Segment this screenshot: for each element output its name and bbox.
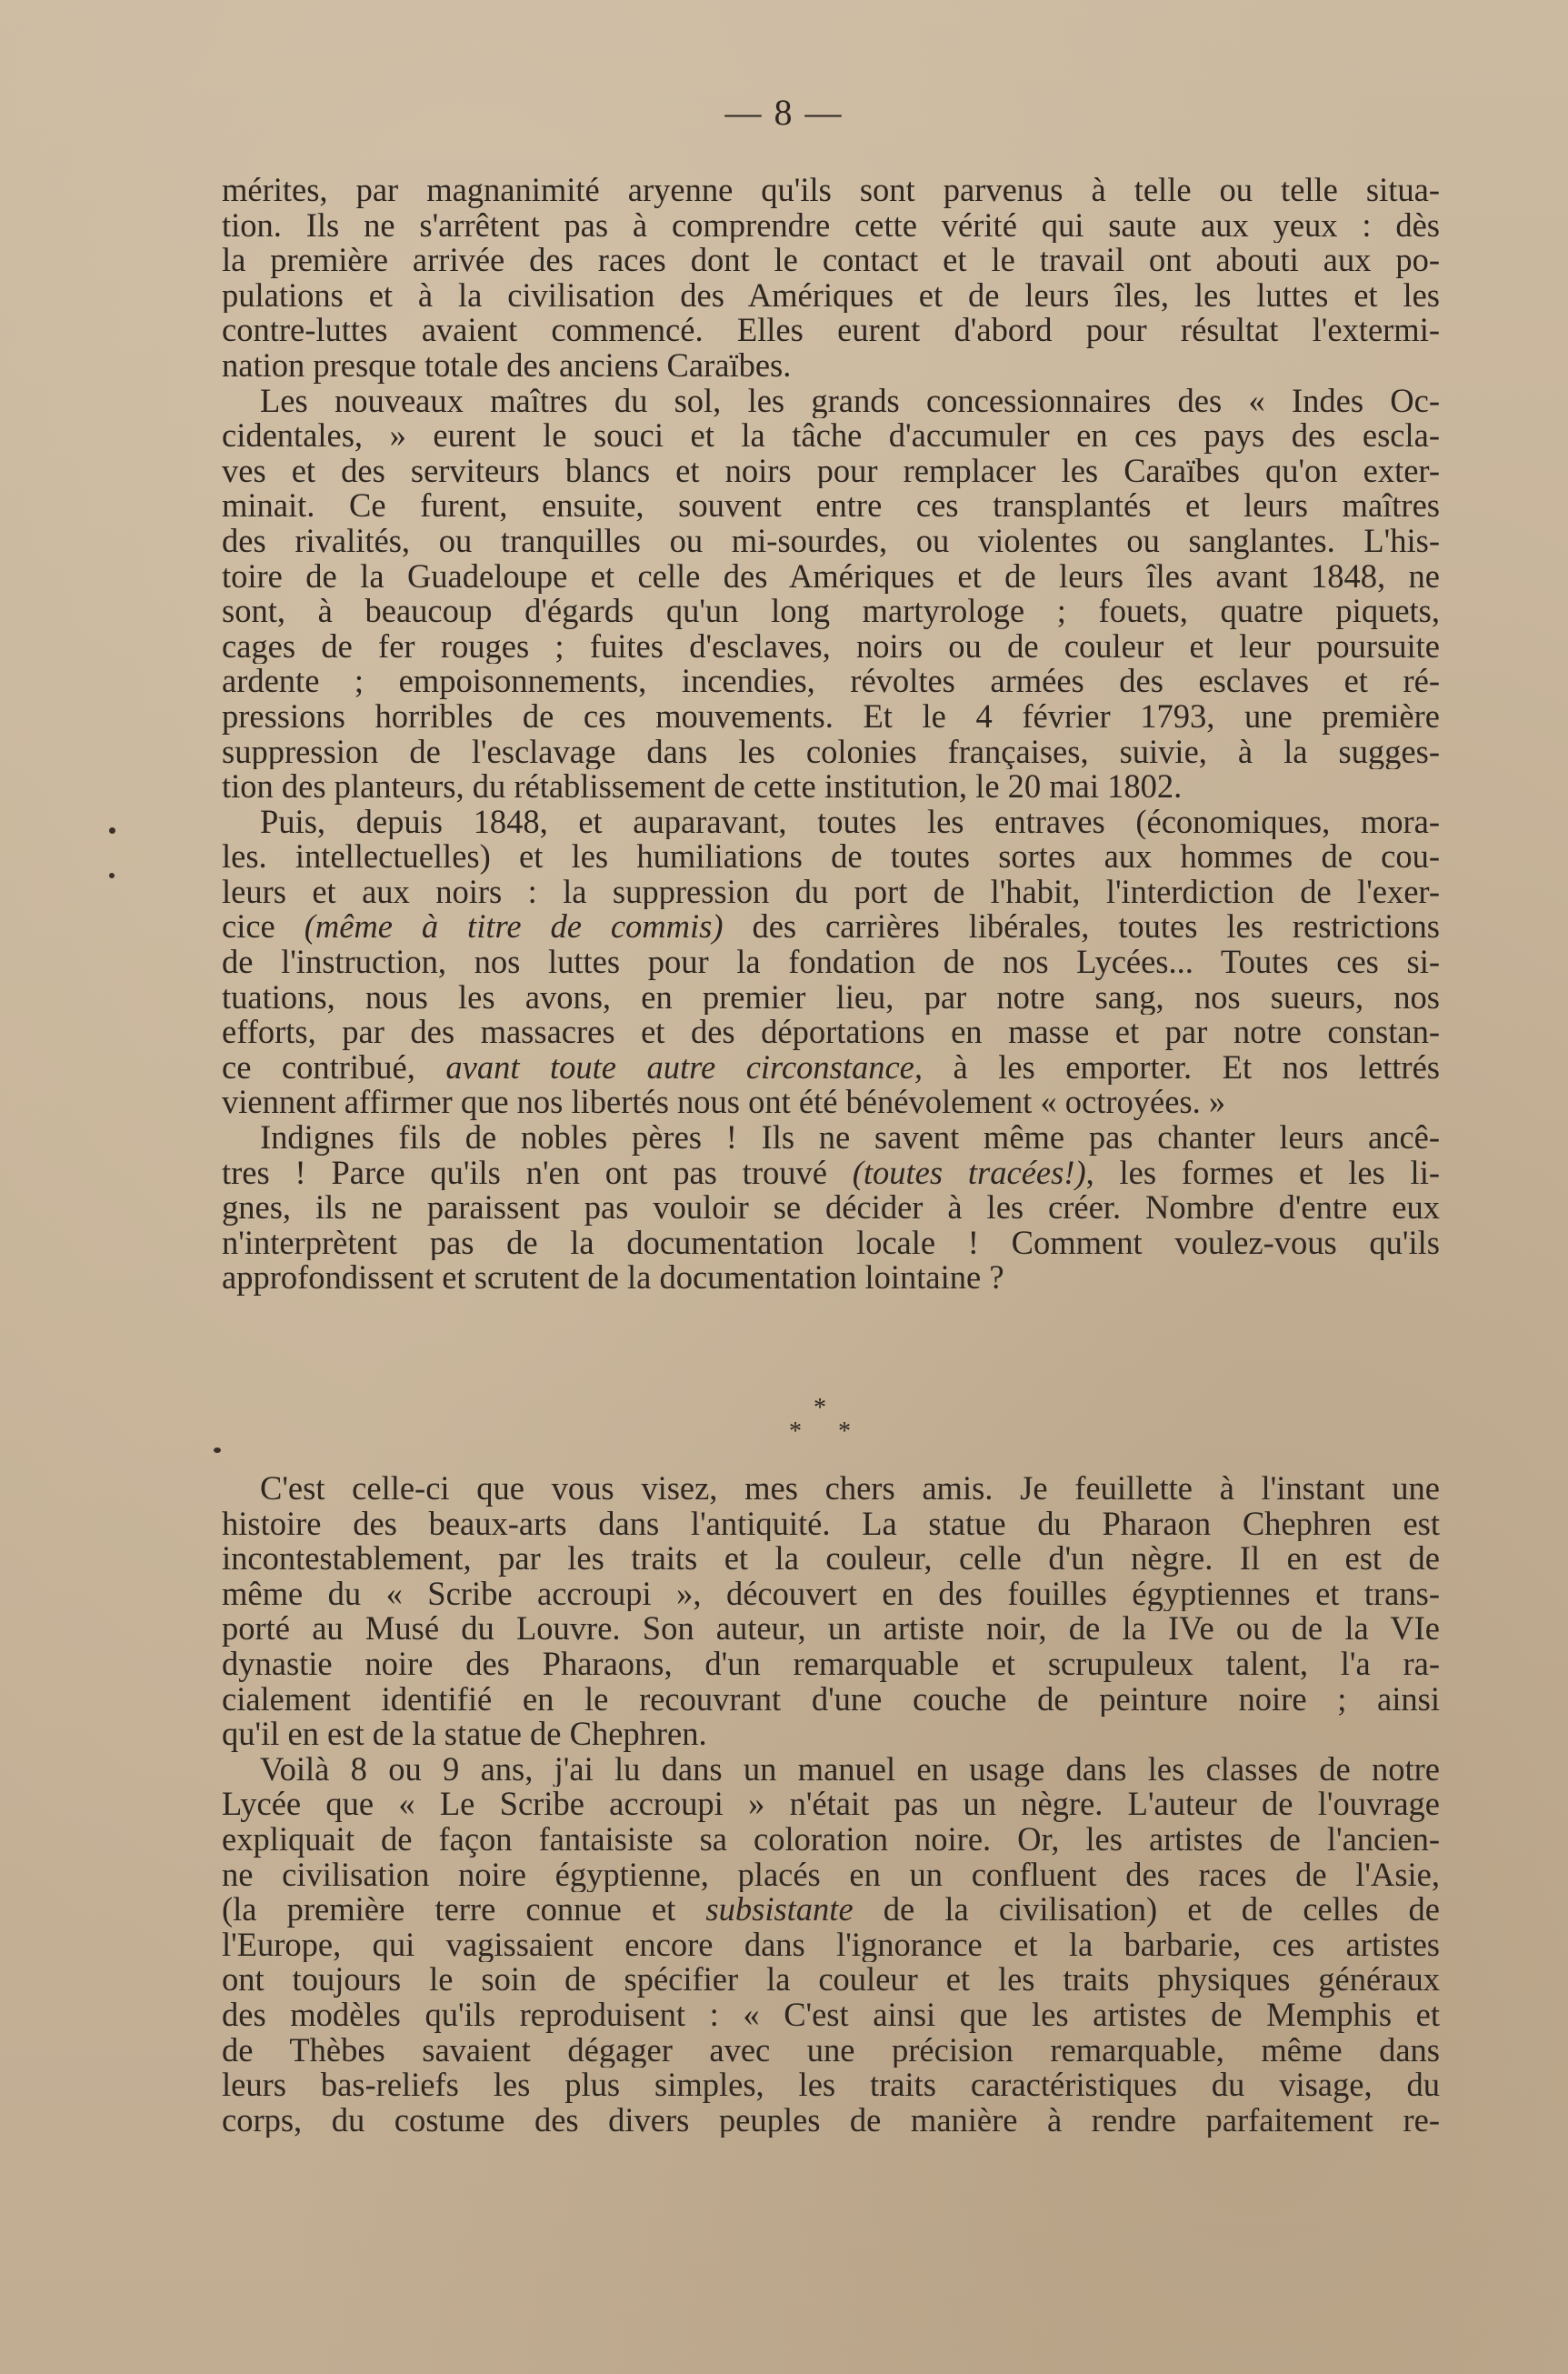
text-line: dynastie noire des Pharaons, d'un remarquable et scrupuleux talent, l'a ra- <box>222 1646 1440 1682</box>
text-line: pressions horribles de ces mouvements. Et le 4 février 1793, une première <box>222 698 1440 735</box>
italic-fragment: subsistante <box>705 1892 854 1928</box>
text-line: nation presque totale des anciens Caraïbes. <box>222 347 792 384</box>
text-line: ardente ; empoisonnements, incendies, révoltes armées des esclaves et ré- <box>222 664 1440 699</box>
text-line: cidentales, » eurent le souci et la tâche d'accumuler en ces pays des escla- <box>222 418 1440 454</box>
text-line: ne civilisation noire égyptienne, placés en un confluent des races de l'Asie, <box>222 1857 1440 1893</box>
text-fragment: de la civilisation) et de celles de <box>883 1892 1440 1928</box>
text-line: suppression de l'esclavage dans les colonies françaises, suivie, à la sugges- <box>222 734 1440 770</box>
text-line: leurs bas-reliefs les plus simples, les traits caractéristiques du visage, du <box>222 2068 1440 2103</box>
text-line: corps, du costume des divers peuples de manière à rendre parfaitement re- <box>222 2102 1440 2139</box>
text-fragment: , les formes et les li- <box>1085 1155 1440 1191</box>
text-line-mixed <box>222 1892 1440 1928</box>
separator-star-icon: * <box>814 1394 826 1422</box>
text-line: Voilà 8 ou 9 ans, j'ai lu dans un manuel en usage dans les classes de notre <box>260 1751 1440 1788</box>
text-line: les. intellectuelles) et les humiliations de toutes sortes aux hommes de cou- <box>222 839 1440 875</box>
text-line-mixed <box>222 1050 1440 1086</box>
text-line: approfondissent et scrutent de la documentation lointaine ? <box>222 1260 1004 1296</box>
text-fragment: à les emporter. Et nos lettrés <box>953 1049 1440 1086</box>
text-fragment: cice <box>222 909 275 946</box>
text-fragment: ce contribué, <box>222 1049 415 1086</box>
text-line: minait. Ce furent, ensuite, souvent entre ces transplantés et leurs maîtres <box>222 488 1440 524</box>
text-line: gnes, ils ne paraissent pas vouloir se décider à les créer. Nombre d'entre eux <box>222 1190 1440 1226</box>
text-line: ves et des serviteurs blancs et noirs pour remplacer les Caraïbes qu'on exter- <box>222 453 1440 489</box>
text-line: Les nouveaux maîtres du sol, les grands concessionnaires des « Indes Oc- <box>260 383 1440 419</box>
text-line: ont toujours le soin de spécifier la couleur et les traits physiques généraux <box>222 1962 1440 1998</box>
text-line: la première arrivée des races dont le contact et le travail ont abouti aux po- <box>222 243 1440 278</box>
italic-fragment: (même à titre de commis) <box>304 909 724 946</box>
text-line: incontestablement, par les traits et la couleur, celle d'un nègre. Il en est de <box>222 1541 1440 1577</box>
text-line: cages de fer rouges ; fuites d'esclaves, noirs ou de couleur et leur poursuite <box>222 628 1440 665</box>
page-number: — 8 — <box>724 92 844 133</box>
text-line: tuations, nous les avons, en premier lieu, par notre sang, nos sueurs, nos <box>222 979 1440 1016</box>
ink-speck <box>109 873 115 878</box>
text-line: l'Europe, qui vagissaient encore dans l'ignorance et la barbarie, ces artistes <box>222 1927 1440 1963</box>
text-line: de Thèbes savaient dégager avec une précision remarquable, même dans <box>222 2032 1440 2068</box>
separator-star-icon: * <box>838 1417 851 1446</box>
text-fragment: (la première terre connue et <box>222 1892 676 1928</box>
text-line: même du « Scribe accroupi », découvert en des fouilles égyptiennes et trans- <box>222 1576 1440 1612</box>
text-line: viennent affirmer que nos libertés nous ont été bénévolement « octroyées. » <box>222 1085 1226 1121</box>
text-line: C'est celle-ci que vous visez, mes chers amis. Je feuillette à l'instant une <box>260 1471 1440 1507</box>
text-line: des modèles qu'ils reproduisent : « C'est ainsi que les artistes de Memphis et <box>222 1997 1440 2033</box>
text-block-lower <box>222 1471 1440 2138</box>
section-separator <box>0 1396 1568 1450</box>
text-line: contre-luttes avaient commencé. Elles eurent d'abord pour résultat l'extermi- <box>222 313 1440 348</box>
text-line: mérites, par magnanimité aryenne qu'ils sont parvenus à telle ou telle situa- <box>222 173 1440 208</box>
text-line: cialement identifié en le recouvrant d'une couche de peinture noire ; ainsi <box>222 1681 1440 1718</box>
ink-speck <box>214 1447 221 1453</box>
separator-star-icon: * <box>789 1417 802 1446</box>
text-line: n'interprètent pas de la documentation locale ! Comment voulez-vous qu'ils <box>222 1225 1440 1261</box>
text-line-mixed <box>222 1156 1440 1191</box>
text-line: pulations et à la civilisation des Amériques et de leurs îles, les luttes et les <box>222 277 1440 314</box>
text-line: toire de la Guadeloupe et celle des Amériques et de leurs îles avant 1848, ne <box>222 558 1440 595</box>
text-block-upper <box>222 173 1440 1296</box>
text-line: sont, à beaucoup d'égards qu'un long martyrologe ; fouets, quatre piquets, <box>222 594 1440 629</box>
text-line: histoire des beaux-arts dans l'antiquité. La statue du Pharaon Chephren est <box>222 1506 1440 1542</box>
text-line-mixed <box>222 909 1440 945</box>
italic-fragment: (toutes tracées!) <box>852 1155 1086 1191</box>
ink-speck <box>109 827 115 834</box>
text-fragment: des carrières libérales, toutes les restrictions <box>752 909 1440 946</box>
text-line: Puis, depuis 1848, et auparavant, toutes les entraves (économiques, mora- <box>260 804 1440 840</box>
italic-fragment: avant toute autre circonstance, <box>445 1049 923 1086</box>
text-line: porté au Musé du Louvre. Son auteur, un artiste noir, de la IVe ou de la VIe <box>222 1611 1440 1647</box>
text-line: expliquait de façon fantaisiste sa coloration noire. Or, les artistes de l'ancien- <box>222 1821 1440 1858</box>
text-line: efforts, par des massacres et des déportations en masse et par notre constan- <box>222 1015 1440 1050</box>
text-line: tion. Ils ne s'arrêtent pas à comprendre cette vérité qui saute aux yeux : dès <box>222 207 1440 244</box>
text-line: Lycée que « Le Scribe accroupi » n'était pas un nègre. L'auteur de l'ouvrage <box>222 1787 1440 1822</box>
text-line: leurs et aux noirs : la suppression du port de l'habit, l'interdiction de l'exer- <box>222 874 1440 910</box>
text-line: tion des planteurs, du rétablissement de cette institution, le 20 mai 1802. <box>222 769 1183 805</box>
text-line: des rivalités, ou tranquilles ou mi-sourdes, ou violentes ou sanglantes. L'his- <box>222 523 1440 559</box>
text-line: de l'instruction, nos luttes pour la fondation de nos Lycées... Toutes ces si- <box>222 945 1440 980</box>
text-line: qu'il en est de la statue de Chephren. <box>222 1717 707 1752</box>
text-fragment: tres ! Parce qu'ils n'en ont pas trouvé <box>222 1155 827 1191</box>
text-line: Indignes fils de nobles pères ! Ils ne savent même pas chanter leurs ancê- <box>260 1120 1440 1156</box>
